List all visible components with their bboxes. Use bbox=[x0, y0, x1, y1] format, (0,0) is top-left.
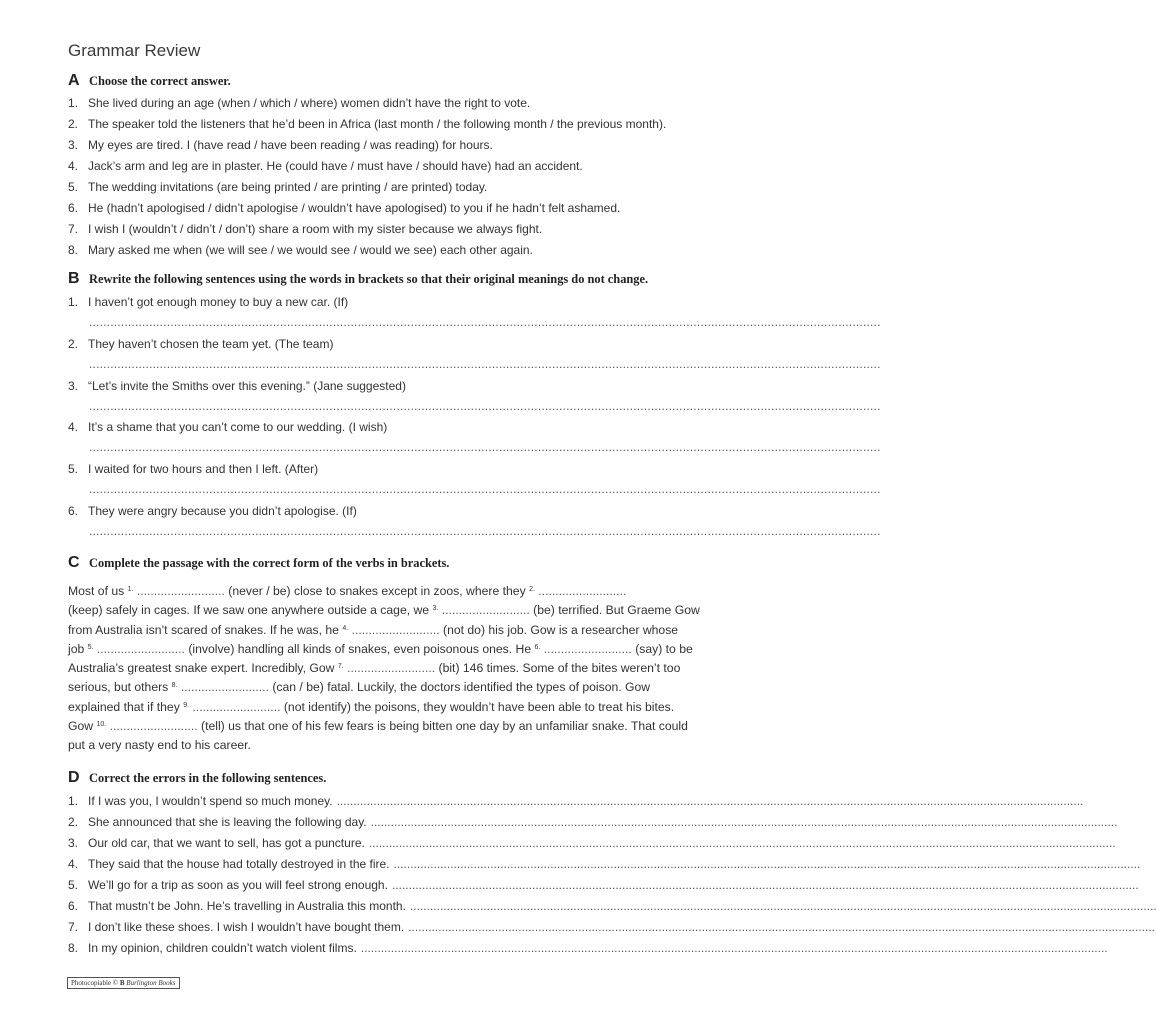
answer-line: ................................................................................................................................................................................................................................ bbox=[89, 315, 881, 329]
passage-text: put a very nasty end to his career. bbox=[68, 738, 251, 753]
question-item bbox=[68, 504, 357, 518]
section-a-instruction: Choose the correct answer. bbox=[89, 74, 231, 88]
passage-line bbox=[68, 678, 708, 697]
question-text: I don’t like these shoes. I wish I wouldn’t have bought them. bbox=[88, 920, 405, 934]
passage-text: explained that if they bbox=[68, 699, 184, 714]
passage bbox=[68, 582, 708, 756]
publisher-name: Burlington Books bbox=[126, 979, 176, 987]
blank-gap: .......................... bbox=[538, 584, 627, 598]
answer-line: ................................................................................................................................................................................................................................ bbox=[89, 356, 881, 371]
passage-text: (involve) handling all kinds of snakes, even poisonous ones. He bbox=[184, 641, 535, 656]
page-title: Grammar Review bbox=[68, 41, 201, 60]
question-item bbox=[68, 920, 1155, 934]
question-item bbox=[68, 836, 1116, 850]
answer-line: ................................................................................................................................................................................................................................ bbox=[368, 836, 1116, 850]
answer-line: ................................................................................................................................................................................................................................ bbox=[89, 524, 881, 538]
blank-gap: .......................... bbox=[180, 680, 269, 695]
question-item bbox=[68, 159, 583, 173]
question-number: 2. bbox=[68, 117, 79, 131]
blank-gap: .......................... bbox=[347, 661, 436, 676]
section-b-header bbox=[68, 270, 648, 288]
question-number: 6. bbox=[68, 899, 79, 913]
section-d-letter: D bbox=[68, 769, 80, 786]
passage-text: (be) terrified. But Graeme Gow bbox=[529, 603, 700, 618]
passage-text: Australia’s greatest snake expert. Incredibly, Gow bbox=[68, 661, 338, 676]
question-text: It’s a shame that you can’t come to our wedding. (I wish) bbox=[88, 420, 388, 435]
question-number: 5. bbox=[68, 878, 79, 892]
question-number: 3. bbox=[68, 378, 79, 393]
question-text: They said that the house had totally destroyed in the fire. bbox=[88, 857, 390, 871]
question-item bbox=[68, 899, 1157, 913]
section-a-header bbox=[68, 72, 231, 90]
question-number: 1. bbox=[68, 295, 79, 309]
passage-line bbox=[68, 601, 708, 620]
question-text: Our old car, that we want to sell, has got a puncture. bbox=[88, 836, 365, 850]
question-number: 2. bbox=[68, 815, 79, 829]
question-item bbox=[68, 201, 620, 215]
footer-credit bbox=[67, 977, 180, 989]
question-text: She lived during an age (when / which / where) women didn’t have the right to vote. bbox=[88, 96, 531, 110]
gap-number: 10. bbox=[96, 721, 107, 729]
question-item bbox=[68, 180, 487, 194]
question-number: 6. bbox=[68, 504, 79, 518]
question-text: I waited for two hours and then I left. (After) bbox=[88, 462, 319, 477]
question-number: 1. bbox=[68, 96, 79, 110]
question-text: The wedding invitations (are being printed / are printing / are printed) today. bbox=[88, 180, 488, 194]
passage-text: (say) to be bbox=[631, 641, 693, 656]
passage-line bbox=[68, 582, 708, 601]
passage-text: (keep) safely in cages. If we saw one anywhere outside a cage, we bbox=[68, 603, 433, 618]
gap-number: 5. bbox=[87, 643, 94, 651]
gap-number: 8. bbox=[171, 682, 178, 690]
question-text: My eyes are tired. I (have read / have been reading / was reading) for hours. bbox=[88, 138, 493, 152]
answer-line: ................................................................................................................................................................................................................................ bbox=[409, 899, 1157, 913]
question-number: 3. bbox=[68, 138, 79, 152]
question-text: “Let’s invite the Smiths over this evening.” (Jane suggested) bbox=[88, 378, 406, 393]
question-item bbox=[68, 420, 387, 434]
passage-text: Most of us bbox=[68, 584, 128, 598]
gap-number: 3. bbox=[432, 605, 439, 613]
question-number: 8. bbox=[68, 243, 79, 257]
question-number: 7. bbox=[68, 920, 79, 934]
question-text: That mustn’t be John. He’s travelling in Australia this month. bbox=[88, 899, 406, 913]
question-item bbox=[68, 222, 542, 236]
passage-line bbox=[68, 736, 708, 755]
answer-line: ................................................................................................................................................................................................................................ bbox=[89, 398, 881, 413]
question-item bbox=[68, 243, 533, 257]
blank-gap: .......................... bbox=[192, 699, 281, 714]
blank-gap: .......................... bbox=[96, 641, 185, 656]
answer-line: ................................................................................................................................................................................................................................ bbox=[393, 857, 1141, 871]
section-a-letter: A bbox=[68, 72, 80, 89]
section-c-header bbox=[68, 554, 449, 572]
gap-number: 4. bbox=[342, 624, 349, 632]
passage-text: job bbox=[68, 641, 88, 656]
question-item bbox=[68, 117, 666, 131]
answer-line: ................................................................................................................................................................................................................................ bbox=[391, 878, 1139, 892]
question-number: 1. bbox=[68, 794, 79, 808]
section-b-letter: B bbox=[68, 270, 80, 287]
passage-line bbox=[68, 698, 708, 717]
question-number: 4. bbox=[68, 420, 79, 435]
question-text: They were angry because you didn’t apologise. (If) bbox=[88, 504, 357, 518]
question-text: In my opinion, children couldn’t watch violent films. bbox=[88, 941, 357, 955]
answer-line: ................................................................................................................................................................................................................................ bbox=[336, 794, 1084, 808]
passage-line bbox=[68, 717, 708, 736]
question-item bbox=[68, 138, 493, 152]
question-number: 7. bbox=[68, 222, 79, 236]
question-item bbox=[68, 878, 1139, 892]
question-text: Jack’s arm and leg are in plaster. He (could have / must have / should have) had an accident. bbox=[88, 159, 583, 173]
gap-number: 7. bbox=[337, 663, 344, 671]
question-text: I haven’t got enough money to buy a new car. (If) bbox=[88, 295, 349, 309]
gap-number: 1. bbox=[127, 586, 134, 593]
blank-gap: .......................... bbox=[351, 622, 440, 637]
question-number: 6. bbox=[68, 201, 79, 215]
question-number: 5. bbox=[68, 462, 79, 477]
question-number: 5. bbox=[68, 180, 79, 194]
photocopiable-label: Photocopiable © bbox=[71, 979, 119, 987]
blank-gap: .......................... bbox=[136, 584, 225, 598]
passage-line bbox=[68, 621, 708, 640]
question-item bbox=[68, 815, 1118, 829]
question-item bbox=[68, 96, 530, 110]
passage-text: Gow bbox=[68, 719, 97, 734]
question-text: Mary asked me when (we will see / we would see / would we see) each other again. bbox=[88, 243, 533, 257]
section-c-instruction: Complete the passage with the correct form of the verbs in brackets. bbox=[89, 556, 450, 570]
question-item bbox=[68, 462, 318, 476]
question-text: If I was you, I wouldn’t spend so much money. bbox=[88, 794, 333, 808]
publisher-logo: B bbox=[119, 979, 125, 987]
blank-gap: .......................... bbox=[441, 603, 530, 618]
gap-number: 6. bbox=[534, 643, 541, 651]
gap-number: 2. bbox=[529, 586, 535, 593]
question-text: They haven’t chosen the team yet. (The team) bbox=[88, 336, 334, 351]
blank-gap: .......................... bbox=[109, 719, 198, 734]
question-text: I wish I (wouldn’t / didn’t / don’t) share a room with my sister because we always fight. bbox=[88, 222, 543, 236]
passage-text: (tell) us that one of his few fears is being bitten one day by an unfamiliar snake. That could bbox=[197, 719, 688, 734]
passage-text: from Australia isn’t scared of snakes. If he was, he bbox=[68, 622, 343, 637]
passage-line bbox=[68, 659, 708, 678]
passage-text: (bit) 146 times. Some of the bites weren’t too bbox=[435, 661, 681, 676]
answer-line: ................................................................................................................................................................................................................................ bbox=[89, 482, 881, 497]
section-d-header bbox=[68, 769, 326, 787]
answer-line: ................................................................................................................................................................................................................................ bbox=[370, 815, 1118, 829]
section-d-instruction: Correct the errors in the following sentences. bbox=[89, 771, 327, 785]
section-b-instruction: Rewrite the following sentences using the words in brackets so that their original meanings do not change. bbox=[89, 272, 649, 286]
question-text: She announced that she is leaving the following day. bbox=[88, 815, 367, 829]
question-item bbox=[68, 794, 1084, 808]
question-text: He (hadn’t apologised / didn’t apologise / wouldn’t have apologised) to you if he hadn’t felt ashamed. bbox=[88, 201, 621, 215]
passage-text: (never / be) close to snakes except in zoos, where they bbox=[224, 584, 530, 598]
gap-number: 9. bbox=[183, 701, 190, 709]
section-c-letter: C bbox=[68, 554, 80, 571]
answer-line: ................................................................................................................................................................................................................................ bbox=[408, 920, 1155, 934]
question-item bbox=[68, 379, 406, 393]
question-item bbox=[68, 337, 333, 351]
question-number: 3. bbox=[68, 836, 79, 850]
passage-text: serious, but others bbox=[68, 680, 172, 695]
question-number: 4. bbox=[68, 159, 79, 173]
answer-line: ................................................................................................................................................................................................................................ bbox=[360, 941, 1108, 955]
answer-line: ................................................................................................................................................................................................................................ bbox=[89, 440, 881, 455]
question-text: The speaker told the listeners that he’d been in Africa (last month / the following month / the previous month). bbox=[88, 117, 667, 131]
passage-text: (not do) his job. Gow is a researcher whose bbox=[439, 622, 679, 637]
question-number: 4. bbox=[68, 857, 79, 871]
passage-text: (not identify) the poisons, they wouldn’t have been able to treat his bites. bbox=[280, 699, 675, 714]
question-text: We’ll go for a trip as soon as you will feel strong enough. bbox=[88, 878, 388, 892]
question-number: 2. bbox=[68, 336, 79, 351]
blank-gap: .......................... bbox=[543, 641, 632, 656]
question-item bbox=[68, 857, 1141, 871]
passage-line bbox=[68, 640, 708, 659]
question-item bbox=[68, 941, 1108, 955]
question-number: 8. bbox=[68, 941, 79, 955]
question-item bbox=[68, 295, 348, 309]
passage-text: (can / be) fatal. Luckily, the doctors identified the types of poison. Gow bbox=[268, 680, 651, 695]
